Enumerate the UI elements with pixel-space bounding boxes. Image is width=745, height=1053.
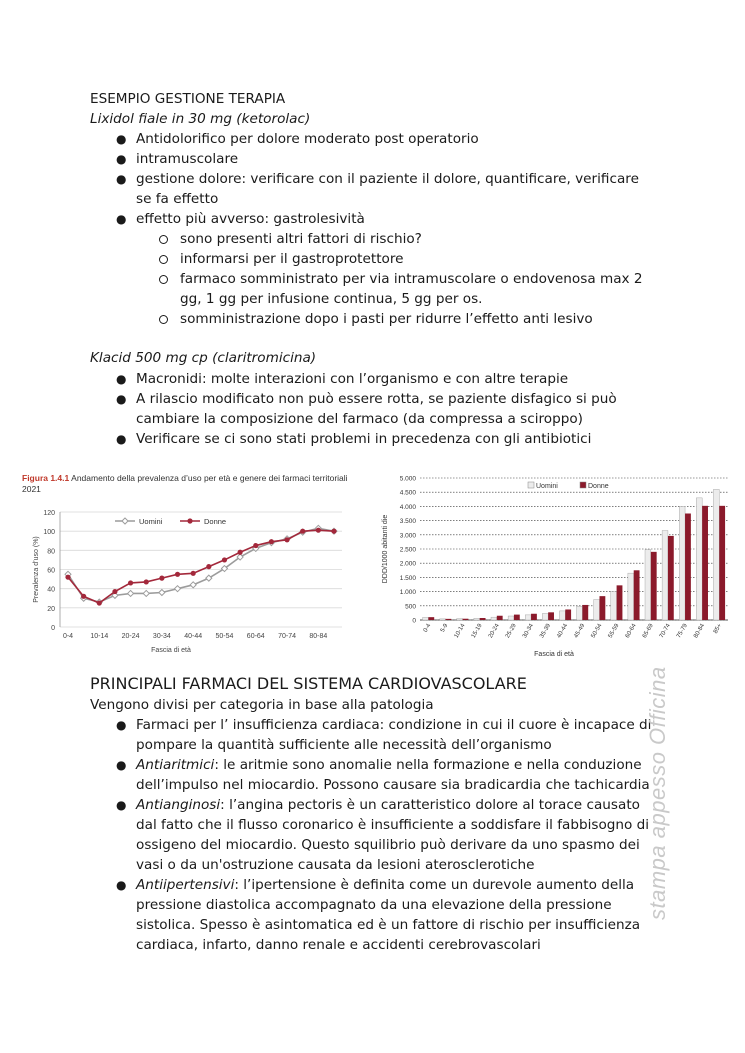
y-tick-label: 3.500 xyxy=(399,518,416,526)
bar-donne xyxy=(702,506,708,620)
bar-uomini xyxy=(559,611,565,620)
data-point xyxy=(159,590,165,596)
bar-uomini xyxy=(594,600,600,620)
bar-donne xyxy=(719,506,725,620)
list-item-continued: sistolica. Spesso è asintomatica ed è un fattore di rischio per insufficienza xyxy=(136,917,641,933)
x-tick-label: 80-84 xyxy=(309,633,328,640)
list-item-continued: pompare la quantità sufficiente alle necessità dell’organismo xyxy=(136,737,552,753)
bar-uomini xyxy=(611,592,617,620)
data-point xyxy=(97,600,102,605)
list-item-continued: dal fatto che il flusso coronarico è insufficiente a soddisfare il fabbisogno di xyxy=(136,817,650,833)
bar-donne xyxy=(599,596,605,620)
list-item-continued: vasi o da un'ostruzione causata da lesioni aterosclerotiche xyxy=(136,857,535,873)
bar-uomini xyxy=(662,531,668,620)
x-tick-label: 10-14 xyxy=(90,633,109,640)
list-item-continued: dell’impulso nel miocardio. Possono causare sia bradicardia che tachicardia xyxy=(136,777,650,793)
bullet-icon: ● xyxy=(116,172,127,186)
list-item: gestione dolore: verificare con il paziente il dolore, quantificare, verificare xyxy=(136,171,639,187)
x-tick-label: 10-14 xyxy=(453,623,467,640)
bar-donne xyxy=(651,552,657,620)
y-tick-label: 4.500 xyxy=(399,489,416,497)
y-axis-label: DDD/1000 abitanti die xyxy=(382,514,389,584)
list-item: Macronidi: molte interazioni con l’organismo e con altre terapie xyxy=(136,371,569,387)
x-tick-label: 50-54 xyxy=(215,633,234,640)
x-tick-label: 75-79 xyxy=(676,623,689,640)
data-point xyxy=(128,590,134,596)
x-tick-label: 70-74 xyxy=(658,623,672,640)
y-tick-label: 80 xyxy=(47,548,55,556)
y-tick-label: 100 xyxy=(43,529,55,537)
x-tick-label: 0-4 xyxy=(422,623,433,634)
bar-donne xyxy=(548,612,554,620)
bullet-icon: ● xyxy=(116,718,127,732)
bar-uomini xyxy=(577,606,583,620)
data-point xyxy=(331,529,336,534)
data-point xyxy=(128,580,133,585)
x-tick-label: 70-74 xyxy=(278,633,297,640)
drug-heading-klacid: Klacid 500 mg cp (claritromicina) xyxy=(90,350,317,366)
x-tick-label: 80-84 xyxy=(693,623,707,640)
figure-caption xyxy=(22,473,348,484)
legend-marker xyxy=(187,518,192,523)
list-item: A rilascio modificato non può essere rotta, se paziente disfagico si può xyxy=(136,391,617,407)
data-point xyxy=(190,582,196,588)
sub-list-item: sono presenti altri fattori di rischio? xyxy=(180,231,422,247)
bar-donne xyxy=(565,609,571,620)
y-tick-label: 40 xyxy=(47,586,55,594)
section-title-cardiovascular: PRINCIPALI FARMACI DEL SISTEMA CARDIOVASCOLARE xyxy=(90,674,527,693)
list-item: Antidolorifico per dolore moderato post operatorio xyxy=(136,131,479,147)
y-tick-label: 2.000 xyxy=(399,560,416,568)
y-tick-label: 1.000 xyxy=(399,589,416,597)
x-tick-label: 40-44 xyxy=(184,633,203,640)
x-tick-label: 25-29 xyxy=(504,623,518,640)
sub-bullet-icon xyxy=(159,315,168,324)
sub-list-item: farmaco somministrato per via intramuscolare o endovenosa max 2 xyxy=(180,271,643,287)
legend-label: Donne xyxy=(588,483,609,490)
x-tick-label: 30-34 xyxy=(522,623,535,640)
list-item xyxy=(136,795,640,815)
list-item: effetto più avverso: gastrolesività xyxy=(136,211,365,227)
figure-caption-year: 2021 xyxy=(22,484,41,494)
x-tick-label: 20-24 xyxy=(487,623,501,640)
section-intro: Vengono divisi per categoria in base alla patologia xyxy=(90,697,434,713)
bullet-icon: ● xyxy=(116,758,127,772)
x-tick-label: 45-49 xyxy=(573,623,587,640)
bar-donne xyxy=(531,614,537,620)
bar-donne xyxy=(428,617,434,620)
bar-uomini xyxy=(542,613,548,620)
series-line-donne xyxy=(68,530,334,603)
y-tick-label: 0 xyxy=(51,625,55,632)
data-point xyxy=(253,543,258,548)
data-point xyxy=(144,579,149,584)
y-tick-label: 60 xyxy=(47,567,55,575)
x-tick-label: 35-39 xyxy=(539,623,553,640)
term-antiaritmici: Antiaritmici xyxy=(136,757,215,773)
bar-donne xyxy=(480,618,486,620)
x-tick-label: 20-24 xyxy=(121,633,140,640)
x-tick-label: 15-19 xyxy=(470,623,484,640)
bullet-icon: ● xyxy=(116,212,127,226)
x-tick-label: 65-69 xyxy=(641,623,655,640)
data-point xyxy=(284,537,289,542)
sub-bullet-icon xyxy=(159,235,168,244)
data-point xyxy=(65,575,70,580)
x-axis-label: Fascia di età xyxy=(151,647,191,654)
term-definition: : le aritmie sono anomalie nella formazione e nella conduzione xyxy=(214,757,642,773)
bullet-icon: ● xyxy=(116,132,127,146)
list-item xyxy=(136,755,642,775)
bar-donne xyxy=(685,514,691,621)
term-definition: : l’ipertensione è definita come un durevole aumento della xyxy=(234,877,635,893)
y-axis-label: Prevalenza d’uso (%) xyxy=(33,536,40,603)
sub-list-item: informarsi per il gastroprotettore xyxy=(180,251,404,267)
x-tick-label: 60-64 xyxy=(246,633,265,640)
legend-label: Donne xyxy=(204,517,227,526)
y-tick-label: 1.500 xyxy=(399,574,416,582)
bar-uomini xyxy=(525,615,531,620)
prevalence-line-chart xyxy=(20,497,350,657)
list-item-continued: cambiare la composizione del farmaco (da compressa a sciroppo) xyxy=(136,411,583,427)
legend-swatch xyxy=(528,482,534,488)
bullet-icon: ● xyxy=(116,432,127,446)
bar-donne xyxy=(617,585,623,620)
x-tick-label: 30-34 xyxy=(152,633,171,640)
series-line-uomini xyxy=(68,528,334,602)
x-axis-label: Fascia di età xyxy=(534,651,574,658)
y-tick-label: 3.000 xyxy=(399,532,416,540)
y-tick-label: 2.500 xyxy=(399,546,416,554)
bar-donne xyxy=(582,605,588,620)
data-point xyxy=(159,576,164,581)
x-tick-label: 0-4 xyxy=(62,633,74,640)
y-tick-label: 120 xyxy=(43,510,55,517)
bar-donne xyxy=(668,536,674,620)
x-tick-label: 55-59 xyxy=(607,623,621,640)
list-item-continued: ossigeno del miocardio. Questo squilibrio può derivare da uno spasmo dei xyxy=(136,837,640,853)
bar-uomini xyxy=(713,489,719,620)
bar-uomini xyxy=(440,619,446,620)
term-definition: : l’angina pectoris è un caratteristico dolore al torace causato xyxy=(220,797,640,813)
list-item-continued: cardiaca, infarto, danno renale e accidenti cerebrovascolari xyxy=(136,937,541,953)
data-point xyxy=(238,550,243,555)
data-point xyxy=(300,529,305,534)
legend-label: Uomini xyxy=(139,517,163,526)
data-point xyxy=(316,528,321,533)
list-item-continued: se fa effetto xyxy=(136,191,219,207)
bar-uomini xyxy=(679,506,685,620)
sub-list-item: somministrazione dopo i pasti per ridurre l’effetto anti lesivo xyxy=(180,311,593,327)
bar-uomini xyxy=(696,498,702,620)
x-tick-label: 5-9 xyxy=(439,623,450,634)
y-tick-label: 5.000 xyxy=(399,475,416,483)
list-item-continued: pressione diastolica accompagnato da una elevazione della pressione xyxy=(136,897,612,913)
bar-donne xyxy=(497,616,503,620)
bar-donne xyxy=(634,570,640,620)
bar-donne xyxy=(463,619,469,620)
bar-donne xyxy=(445,619,451,620)
bar-uomini xyxy=(628,573,634,620)
data-point xyxy=(112,589,117,594)
sub-list-item-continued: gg, 1 gg per infusione continua, 5 gg per os. xyxy=(180,291,483,307)
bar-uomini xyxy=(508,616,514,620)
bar-uomini xyxy=(457,619,463,620)
term-antiipertensivi: Antiipertensivi xyxy=(136,877,235,893)
y-tick-label: 4.000 xyxy=(399,503,416,511)
drug-heading-lixidol: Lixidol fiale in 30 mg (ketorolac) xyxy=(90,111,311,127)
legend-swatch xyxy=(580,482,586,488)
ddd-bar-chart xyxy=(378,470,730,660)
x-tick-label: 50-54 xyxy=(590,623,604,640)
data-point xyxy=(206,564,211,569)
y-tick-label: 20 xyxy=(47,605,55,613)
legend-label: Uomini xyxy=(536,483,558,490)
bar-uomini xyxy=(474,618,480,620)
figure-caption-text: Andamento della prevalenza d’uso per età e genere dei farmaci territoriali xyxy=(71,473,348,483)
x-tick-label: 40-44 xyxy=(556,623,570,640)
section-title: ESEMPIO GESTIONE TERAPIA xyxy=(90,91,286,107)
watermark: stampa appesso Officina xyxy=(645,666,670,920)
list-item xyxy=(136,875,634,895)
bar-uomini xyxy=(491,617,497,620)
sub-bullet-icon xyxy=(159,275,168,284)
figure-label: Figura 1.4.1 xyxy=(22,473,70,483)
x-tick-label: 85+ xyxy=(712,623,724,635)
list-item: Farmaci per l’ insufficienza cardiaca: condizione in cui il cuore è incapace di xyxy=(136,717,652,733)
bullet-icon: ● xyxy=(116,152,127,166)
data-point xyxy=(269,539,274,544)
y-tick-label: 500 xyxy=(405,603,416,611)
list-item: Verificare se ci sono stati problemi in precedenza con gli antibiotici xyxy=(136,431,592,447)
term-antianginosi: Antianginosi xyxy=(136,797,221,813)
bar-donne xyxy=(514,615,520,620)
sub-bullet-icon xyxy=(159,255,168,264)
data-point xyxy=(81,594,86,599)
x-tick-label: 60-64 xyxy=(624,623,638,640)
list-item: intramuscolare xyxy=(136,151,239,167)
data-point xyxy=(175,586,181,592)
data-point xyxy=(175,572,180,577)
bullet-icon: ● xyxy=(116,372,127,386)
data-point xyxy=(191,571,196,576)
y-tick-label: 0 xyxy=(412,617,416,625)
bullet-icon: ● xyxy=(116,392,127,406)
legend-marker xyxy=(122,518,128,524)
data-point xyxy=(222,557,227,562)
bullet-icon: ● xyxy=(116,798,127,812)
bar-uomini xyxy=(645,550,651,620)
bar-uomini xyxy=(423,617,429,620)
bullet-icon: ● xyxy=(116,878,127,892)
data-point xyxy=(143,590,149,596)
